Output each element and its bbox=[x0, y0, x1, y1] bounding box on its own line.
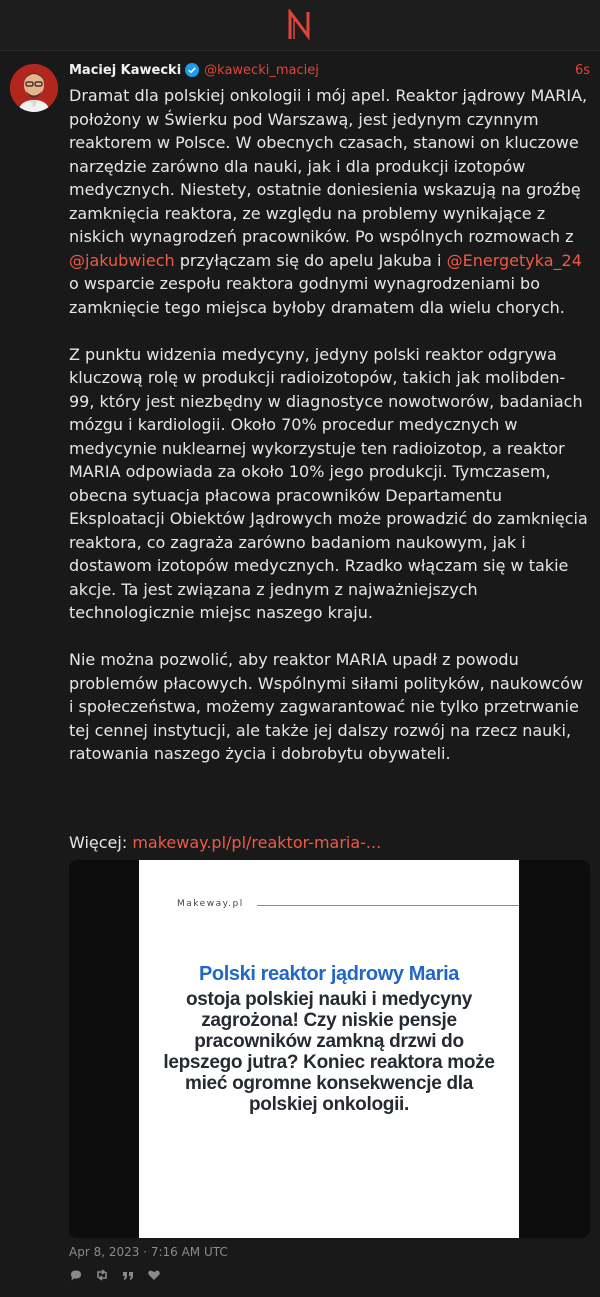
tweet-text-1c: o wsparcie zespołu reaktora godnymi wynagrodzeniami bo zamknięcie tego miejsca byłoby dramatem dla wielu chorych. bbox=[69, 250, 587, 317]
tweet-text-1a: Dramat dla polskiej onkologii i mój apel. Reaktor jądrowy MARIA, położony w Świerku pod Warszawą, jest jedynym czynnym reaktorem w Polsce. W obecnych czasach, stanowi on kluczowe narzędzie zarówno dla nauki, jak i dla produkcji izotopów medycznych. Niestety, ostatnie doniesienia wskazują na groźbę zamknięcia reaktora, ze względu na problemy wynikające z niskich wynagrodzeń pracowników. Po wspólnych rozmowach z bbox=[69, 86, 593, 246]
card-image bbox=[139, 860, 519, 1238]
card-divider bbox=[257, 905, 519, 906]
author-handle[interactable]: @kawecki_maciej bbox=[204, 62, 319, 78]
reply-icon[interactable] bbox=[69, 1268, 83, 1282]
card-title: Polski reaktor jądrowy Maria bbox=[198, 963, 460, 985]
mention-link[interactable]: @jakubwiech bbox=[69, 250, 175, 270]
card-subtitle: ostoja polskiej nauki i medycyny zagrożona! Czy niskie pensje pracowników zamkną drzwi do lepszego jutra? Koniec reaktora może mieć ogromne konsekwencje dla polskiej onkologii. bbox=[163, 989, 495, 1115]
author-name[interactable]: Maciej Kawecki bbox=[69, 62, 182, 78]
tweet-date[interactable]: Apr 8, 2023 · 7:16 AM UTC bbox=[69, 1245, 228, 1259]
external-link[interactable]: makeway.pl/pl/reaktor-maria-... bbox=[132, 833, 382, 852]
tweet-text-3: Nie można pozwolić, aby reaktor MARIA upadł z powodu problemów płacowych. Wspólnymi siłami polityków, naukowców i społeczeństwa, możemy zagwarantować nie tylko przetrwanie tej cennej instytucji, ale także jej dalszy rozwój na rzecz nauki, ratowania naszego życia i dobrobytu obywateli. bbox=[69, 650, 589, 763]
like-icon[interactable] bbox=[147, 1268, 161, 1282]
more-line bbox=[69, 831, 381, 854]
tweet-actions bbox=[69, 1268, 161, 1282]
tweet-text-2: Z punktu widzenia medycyny, jedyny polski reaktor odgrywa kluczową rolę w produkcji radioizotopów, takich jak molibden-99, który jest niezbędny w diagnostyce nowotworów, badaniach mózgu i kardiologii. Około 70% procedur medycznych w medycynie nuklearnej wykorzystuje ten radioizotop, a reaktor MARIA odpowiada za około 10% jego produkcji. Tymczasem, obecna sytuacja płacowa pracowników Departamentu Eksploatacji Obiektów Jądrowych może prowadzić do zamknięcia reaktora, co zagraża zarówno badaniom naukowym, jak i dostawom izotopów medycznych. Rzadko włączam się w takie akcje. Ta jest związana z jednym z najważniejszych technologicznie miejsc naszego kraju. bbox=[69, 344, 593, 622]
tweet bbox=[0, 51, 600, 1297]
tweet-header bbox=[69, 59, 590, 81]
top-bar bbox=[0, 0, 600, 51]
mention-link[interactable]: @Energetyka_24 bbox=[446, 250, 582, 270]
link-card-image[interactable] bbox=[69, 860, 590, 1238]
retweet-icon[interactable] bbox=[95, 1268, 109, 1282]
verified-badge-icon bbox=[185, 63, 199, 77]
tweet-body bbox=[69, 84, 593, 766]
tweet-text-1b: przyłączam się do apelu Jakuba i bbox=[174, 250, 447, 270]
nitter-logo-icon[interactable] bbox=[287, 9, 313, 41]
card-brand: Makeway.pl bbox=[177, 899, 244, 909]
tweet-time[interactable]: 6s bbox=[574, 62, 590, 78]
quote-icon[interactable] bbox=[121, 1268, 135, 1282]
more-label: Więcej: bbox=[69, 833, 133, 852]
avatar[interactable] bbox=[10, 64, 58, 112]
